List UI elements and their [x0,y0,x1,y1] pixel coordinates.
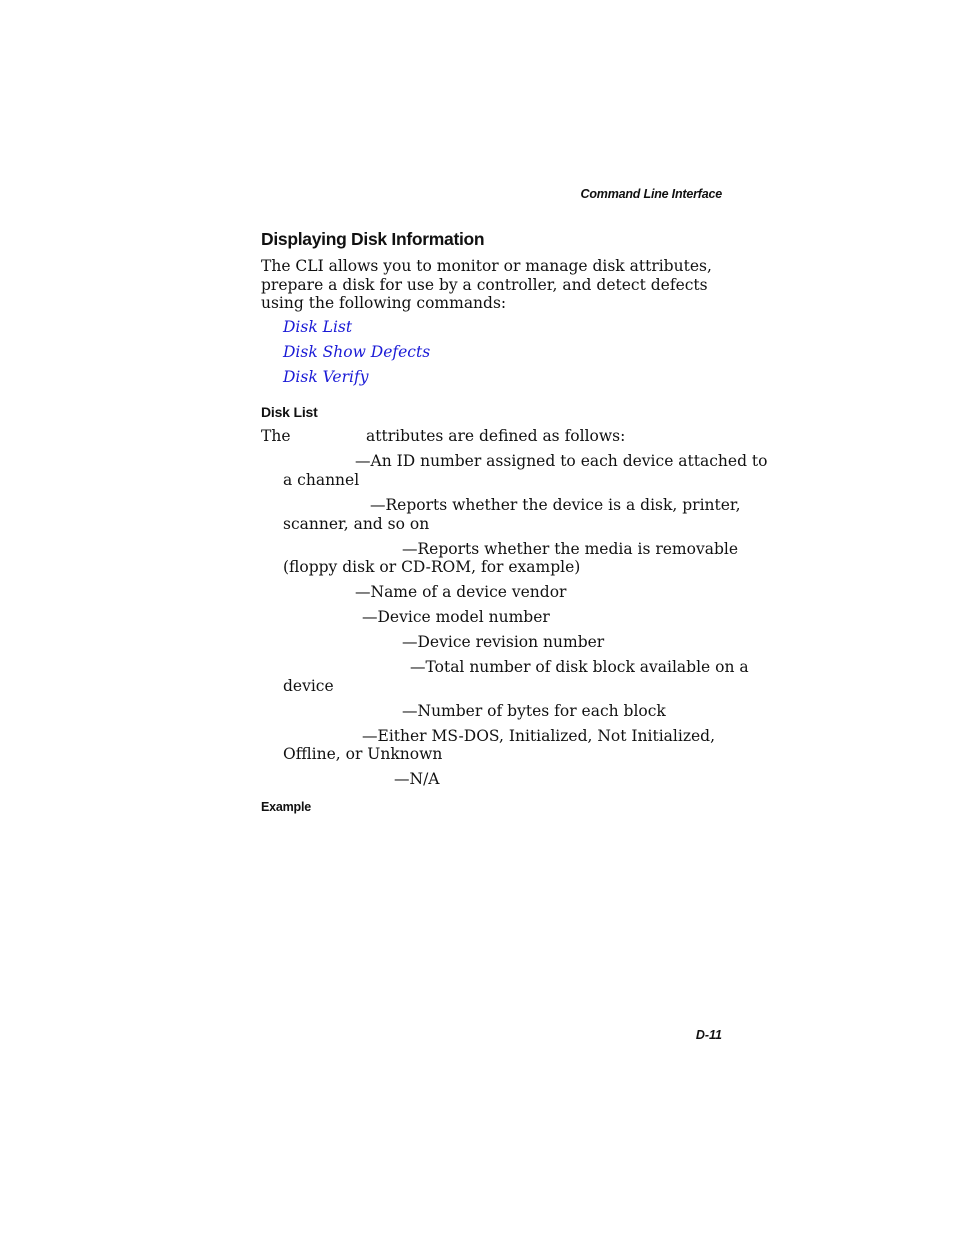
disk-list-intro-start: The [261,427,291,445]
attribute-desc-line1: —Reports whether the device is a disk, printer, [370,496,741,514]
disk-list-intro-end: attributes are defined as follows: [366,427,626,445]
link-disk-list[interactable]: Disk List [283,318,353,336]
attribute-desc-line1: —An ID number assigned to each device attached to [355,452,768,470]
attribute-desc-line2: scanner, and so on [283,515,430,533]
running-head: Command Line Interface [580,187,722,201]
attribute-desc-line2: Offline, or Unknown [283,745,443,763]
attribute-desc-line2: (floppy disk or CD-ROM, for example) [283,558,581,576]
section-intro: The CLI allows you to monitor or manage disk attributes, prepare a disk for use by a controller, and detect defects using the following commands: [261,257,712,312]
attribute-desc-line1: —Either MS-DOS, Initialized, Not Initialized, [362,727,716,745]
attribute-desc-line1: —Number of bytes for each block [402,702,666,720]
attribute-desc-line1: —Device revision number [402,633,605,651]
attribute-desc-line2: a channel [283,471,360,489]
link-disk-verify[interactable]: Disk Verify [283,368,369,386]
page-number: D-11 [695,1028,722,1042]
section-title: Displaying Disk Information [261,229,485,249]
attribute-desc-line1: —Name of a device vendor [355,583,567,601]
attribute-desc-line1: —Reports whether the media is removable [402,540,738,558]
attribute-desc-line1: —Device model number [362,608,550,626]
example-heading: Example [261,800,312,814]
attribute-desc-line1: —N/A [394,770,440,788]
attribute-desc-line1: —Total number of disk block available on a [410,658,749,676]
disk-list-heading: Disk List [261,404,318,420]
attribute-desc-line2: device [283,677,334,695]
link-disk-show-defects[interactable]: Disk Show Defects [283,343,431,361]
